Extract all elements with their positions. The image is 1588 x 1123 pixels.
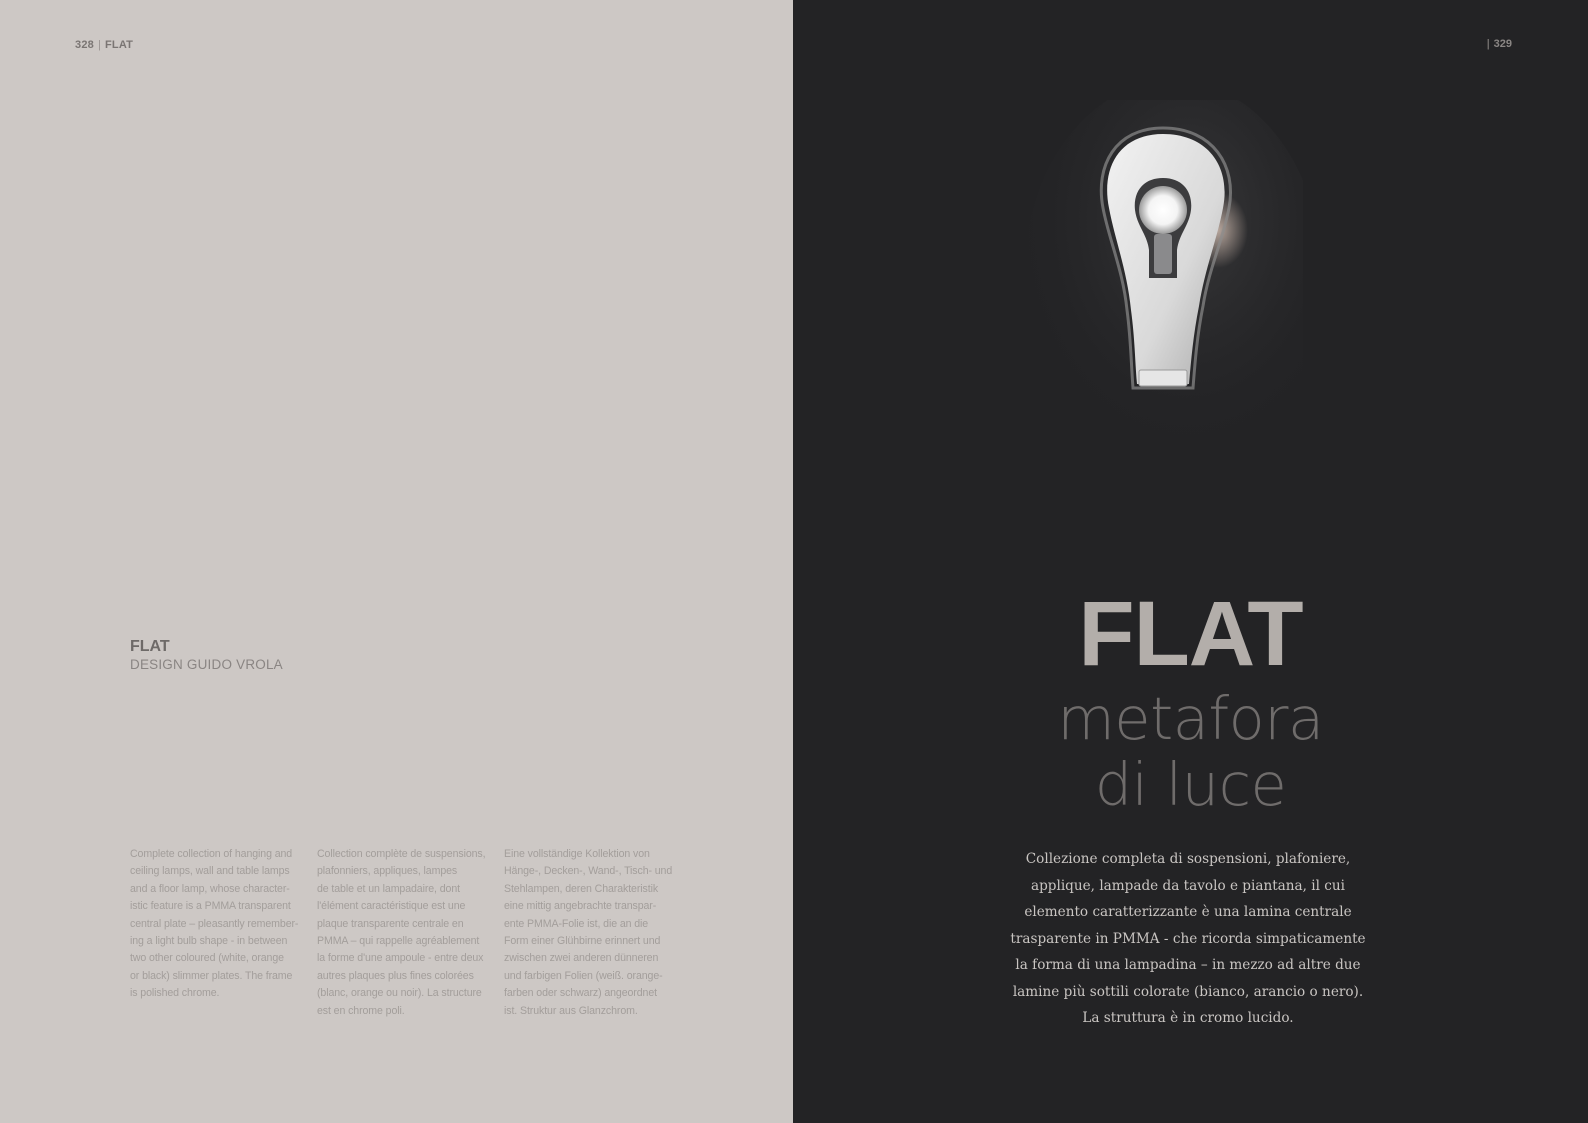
- left-page: [0, 0, 793, 1123]
- folio-separator: |: [97, 39, 102, 51]
- light-bulb: [1139, 186, 1187, 234]
- folio-separator: |: [1486, 38, 1490, 50]
- description-english: Complete collection of hanging and ceiling lamps, wall and table lamps and a floor lamp, whose character- istic feature is a PMMA transparent central plate – pleasantly remember- ing a light bulb shape - in between two other coloured (white, orange or black) slimmer plates. The frame is polished chrome.: [130, 848, 299, 1000]
- folio-section: FLAT: [105, 39, 134, 51]
- bulb-socket: [1154, 234, 1172, 274]
- hero-subtitle: metafora di luce: [1057, 684, 1324, 819]
- product-name: FLAT: [130, 638, 170, 655]
- page-folio-left: [75, 39, 133, 51]
- page-number-right: 329: [1493, 38, 1512, 50]
- wall-bracket: [1139, 370, 1187, 386]
- hero-title: FLAT: [1078, 583, 1303, 685]
- lamp-photo: [1023, 100, 1303, 480]
- right-page: [793, 0, 1588, 1123]
- page-folio-right: [1483, 38, 1512, 50]
- description-german: Eine vollständige Kollektion von Hänge-, Decken-, Wand-, Tisch- und Stehlampen, deren Charakteristik eine mittig angebrachte transpar- ente PMMA-Folie ist, die an die Form einer Glühbirne erinnert und zwischen zwei anderen dünneren und farbigen Folien (weiß. orange- farben oder schwarz) angeordnet ist. Struktur aus Glanzchrom.: [504, 848, 673, 1017]
- page-number-left: 328: [75, 39, 94, 51]
- description-italian: Collezione completa di sospensioni, plafoniere, applique, lampade da tavolo e piantana, il cui elemento caratterizzante è una lamina centrale trasparente in PMMA - che ricorda simpaticamente la forma di una lampadina – in mezzo ad altre due lamine più sottili colorate (bianco, arancio o nero). La struttura è in cromo lucido.: [1010, 851, 1366, 1026]
- product-heading: [130, 638, 283, 673]
- description-french: Collection complète de suspensions, plafonniers, appliques, lampes de table et un lampadaire, dont l'élément caractéristique est une plaque transparente centrale en PMMA – qui rappelle agréablement la forme d'une ampoule - entre deux autres plaques plus fines colorées (blanc, orange ou noir). La structure est en chrome poli.: [317, 848, 486, 1017]
- product-designer: DESIGN GUIDO VROLA: [130, 657, 283, 672]
